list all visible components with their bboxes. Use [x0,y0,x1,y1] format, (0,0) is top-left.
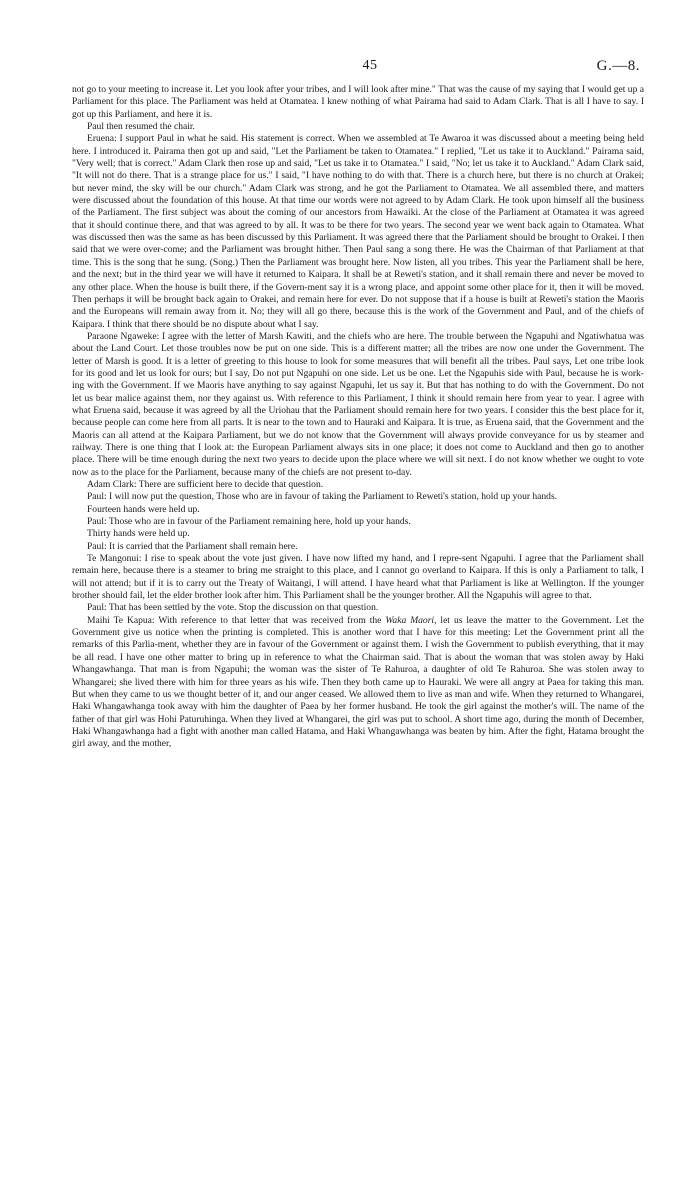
paragraph: Thirty hands were held up. [87,528,190,540]
paragraph: Te Mangonui: I rise to speak about the vote just given. I have now lifted my hand, and I repre-sent Ngapuhi. I agree that the Parliament shall remain here, because there is a steamer to bring me straight to this place, and I cannot go overland to Kaipara. If this is only a Parliament to talk, I will not attend; but if it is to carry out the Treaty of Waitangi, I will attend. I have heard what that Parliament is like at Wellington. If the younger brother should fail, let the elder brother look after him. This Parliament shall be the younger brother. All the Ngapuhis will agree to that. [72,553,644,602]
document-body [72,84,644,751]
newspaper-title: Waka Maori [385,614,435,626]
paragraph: Eruena: I support Paul in what he said. His statement is correct. When we assembled at Te Awaroa it was discussed about a meeting being held here. I introduced it. Pairama then got up and said, "Let the Parliament be taken to Otamatea." I replied, "Let us take it to Auckland." Pairama said, "Very well; that is correct." Adam Clark then rose up and said, "Let us take it to Otamatea." I said, "No; let us take it to Auckland." Adam Clark said, "It will not do there. That is a strange place for us." I said, "I have nothing to do with that. There is a church here, but there is no church at Orakei; but never mind, the sky will be our church." Adam Clark was strong, and he got the Parliament to Otamatea. We all assembled there, and matters were discussed about the foundation of this house. At that time our words were not agreed to by Adam Clark. He took upon himself all the business of the Parliament. The first subject was about the coming of our ancestors from Hawaiki. At the close of the Parliament at Otamatea it was agreed that it should continue there, and that was agreed to by all. It was to be there for two years. The second year we went back again to Otamatea. What was discussed then was the same as has been discussed by this Parliament. It was agreed there that the Parliament should be brought to Orakei. I then said that we were over-come; and the Parliament was brought hither. Then Paul sang a song there. He was the Chairman of that Parliament at that time. This is the song that he sung. (Song.) Then the Parliament was brought here. Now listen, all you tribes. This year the Parliament shall be here, and the next; but in the third year we will have it returned to Kaipara. It shall be at Reweti's station, and it shall remain there and never be moved to any other place. When the house is built there, if the Govern-ment say it is a wrong place, and appoint some other place for it, then it will be moved. Then perhaps it will be brought back again to Orakei, and remain here for ever. Do not suppose that if a house is built at Reweti's station the Maoris and the Europeans will remain away from it. No; they will all go there, because this is the work of the Government and Paul, and of the chiefs of Kaipara. I think that there should be no dispute about what I say. [72,133,644,330]
paragraph [72,615,644,751]
paragraph: Paul: I will now put the question, Those who are in favour of taking the Parliament to Reweti's station, hold up your hands. [87,491,558,503]
paragraph: Paul: Those who are in favour of the Parliament remaining here, hold up your hands. [87,516,411,528]
paragraph: Fourteen hands were held up. [87,503,200,515]
page-number: 45 [362,58,378,73]
paragraph: Paul: That has been settled by the vote. Stop the discussion on that question. [87,602,379,614]
paragraph: Paul: It is carried that the Parliament shall remain here. [87,540,298,552]
page-header [100,58,640,78]
paragraph-text: , let us leave the matter to the Government. Let the Government give us notice when the printing is completed. This is another word that I have for this meeting: Let the Government print all the remarks of this Parlia-ment, whether they are in favour of the Government or against them. I wish the Government to publish everything, that it may be all read. I have one other matter to bring up in reference to what the Chairman said. That is about the woman that was stolen away by Haki Whangawhanga. That man is from Ngapuhi; the woman was the sister of Te Rahuroa, a daughter of old Te Rahuroa. She was stolen away to Whangarei; she lived there with him for three years as his wife. Then they both came up to Hauraki. We were all angry at Paea for taking this man. But when they came to us we thought better of it, and our anger ceased. We allowed them to live as man and wife. When they returned to Whangarei, Haki Whangawhanga took away with him the daughter of Paea by her former husband. He took the girl against the mother's will. The name of the father of that girl was Hohi Paturuhinga. When they lived at Whangarei, the girl was put to school. A short time ago, during the month of December, Haki Whangawhanga had a fight with another man called Hatama, and Haki Whangawhanga was beaten by him. After the fight, Hatama brought the girl away, and the mother, [72,614,644,750]
document-reference: G.—8. [596,58,640,74]
paragraph: Paraone Ngaweke: I agree with the letter of Marsh Kawiti, and the chiefs who are here. The trouble between the Ngapuhi and Ngatiwhatua was about the Land Court. Let those troubles now be put on one side. This is a different matter; all the tribes are now one under the Government. The letter of Marsh is good. It is a letter of greeting to this house to look for some measures that will benefit all the tribes. Paul says, Let one tribe look for its good and let us look for ours; but I say, Do not put Ngapuhi on one side. Let us be one. Let the Ngapuhis side with Paul, because he is work-ing with the Government. If we Maoris have anything to say against Ngapuhi, let us say it. But that has nothing to do with the Government. Do not let us bear malice against them, nor they against us. With reference to this Parliament, I think it should remain here from year to year. I agree with what Eruena said, because it was agreed by all the Uriohau that the Parliament should remain here for two years. I consider this the best place for it, because people can come here from all parts. It is near to the town and to Hauraki and Kaipara. It is true, as Eruena said, that the Government and the Maoris can all attend at the Kaipara Parliament, but we do not know that the Government will always provide conveyance for us by steamer and railway. There is one thing that I look at: the European Parliament always sits in one place; it does not come to Auckland and then go to another place. There will be time enough during the next two years to decide upon the place where we will sit next. I do not know whether we ought to vote now as to the place for the Parliament, because many of the chiefs are not present to-day. [72,330,644,478]
paragraph: Paul then resumed the chair. [87,121,195,133]
paragraph-text: Maihi Te Kapua: With reference to that letter that was received from the [87,614,386,626]
paragraph: not go to your meeting to increase it. Let you look after your tribes, and I will look after mine." That was the cause of my saying that I would get up a Parliament for this place. The Parliament was held at Otamatea. I knew nothing of what Pairama had said to Adam Clark. That is all I have to say. I got up this Parliament, and here it is. [72,84,644,120]
paragraph: Adam Clark: There are sufficient here to decide that question. [87,479,324,490]
